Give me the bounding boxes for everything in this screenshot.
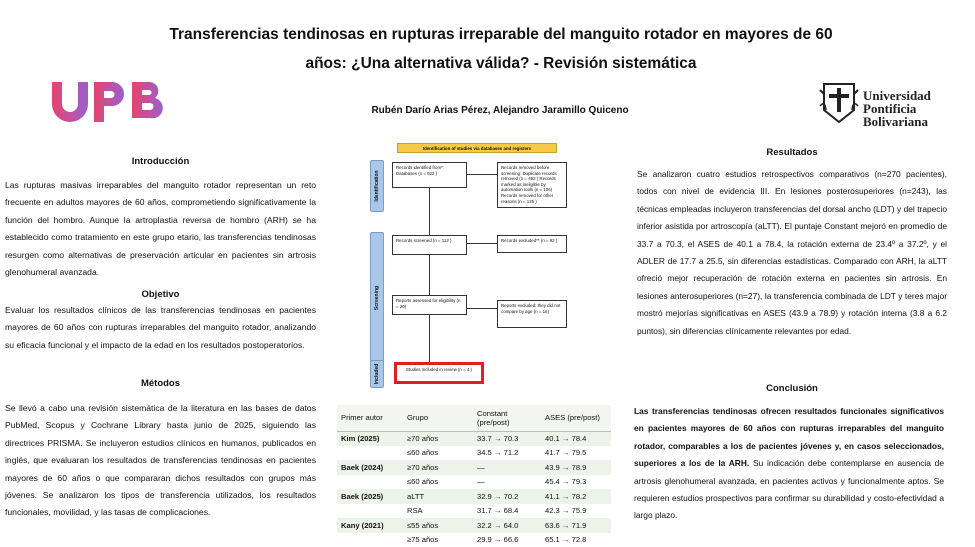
- authors: Rubén Darío Arias Pérez, Alejandro Jaramillo Quiceno: [371, 105, 629, 116]
- table-header-cell: Constant (pre/post): [473, 405, 541, 431]
- table-cell: —: [473, 460, 541, 475]
- prisma-flow-diagram: [370, 140, 590, 390]
- table-cell: 32.2 → 64.0: [473, 518, 541, 533]
- table-cell: ≤60 años: [407, 448, 439, 458]
- table-row: [337, 475, 611, 490]
- prisma-arrow: [467, 174, 497, 175]
- table-cell: 63.6 → 71.9: [541, 518, 611, 533]
- prisma-box-assessed: Reports assessed for eligibility (n = 20): [392, 295, 467, 315]
- table-cell: Baek (2024): [337, 460, 403, 475]
- table-cell: Kim (2025): [337, 431, 403, 446]
- prisma-arrow: [467, 308, 497, 309]
- conclusion-rest: Su indicación debe contemplarse en ausencia de artrosis glenohumeral avanzada, en pacientes activos y funcionalmente aptos. Se requieren estudios prospectivos para confirmar su durabilidad y costo-efectividad a largo plazo.: [634, 458, 944, 521]
- table-cell: —: [477, 477, 485, 487]
- table-cell: 45.4 → 79.3: [545, 477, 587, 487]
- table-cell: aLTT: [403, 489, 473, 504]
- table-cell: [337, 475, 403, 490]
- table-header-cell: ASES (pre/post): [541, 405, 611, 431]
- table-cell: ≥75 años: [407, 535, 439, 545]
- prisma-box-reports-excluded: Reports excluded: they did not compare by age (n = 16): [497, 300, 567, 328]
- table-row: [337, 446, 611, 461]
- prisma-arrow: [429, 315, 430, 362]
- table-cell: Baek (2025): [337, 489, 403, 504]
- prisma-arrow: [467, 243, 497, 244]
- logo-line-1: Universidad: [863, 88, 931, 103]
- table-row: [337, 460, 611, 475]
- introduccion-heading: Introducción: [131, 156, 190, 167]
- table-header-cell: Primer autor: [337, 405, 403, 431]
- table-cell: 65.1 → 72.8: [545, 535, 587, 545]
- table-row: [337, 431, 611, 446]
- resultados-heading: Resultados: [766, 147, 818, 158]
- prisma-box-included: Studies included in review (n = 4 ): [394, 362, 484, 384]
- table-header-row: [337, 405, 611, 431]
- table-cell: 32.9 → 70.2: [473, 489, 541, 504]
- table-cell: RSA: [407, 506, 423, 516]
- prisma-box-removed: Records removed before screening: Duplicate records removed (n = 492 ) Records marked as ineligible by automation tools (n = 106) Records removed for other reasons (n = 125 ): [497, 162, 567, 208]
- prisma-side-screening: Screening: [370, 232, 384, 364]
- table-row: [337, 533, 611, 547]
- prisma-top-banner: Identification of studies via databases and registers: [397, 143, 557, 153]
- universidad-pontificia-bolivariana-logo: [818, 80, 943, 130]
- table-cell: ≤55 años: [403, 518, 473, 533]
- table-cell: 40.1 → 78.4: [541, 431, 611, 446]
- table-cell: 31.7 → 68.4: [477, 506, 519, 516]
- table-cell: 29.9 → 66.6: [477, 535, 519, 545]
- results-table: [337, 405, 611, 547]
- objetivo-text: Evaluar los resultados clínicos de las transferencias tendinosas en pacientes mayores de 60 años con rupturas irreparables del manguito rotador, analizando su eficacia funcional y el impacto de la edad en los resultados postoperatorios.: [5, 305, 316, 350]
- prisma-arrow: [429, 255, 430, 295]
- table-row: [337, 504, 611, 519]
- table-header-cell: Grupo: [403, 405, 473, 431]
- table-cell: ≤60 años: [407, 477, 439, 487]
- prisma-arrow: [429, 188, 430, 235]
- conclusion-text: [634, 403, 944, 525]
- table-cell: [337, 446, 403, 461]
- introduccion-text: Las rupturas masivas irreparables del manguito rotador representan un reto frecuente en adultos mayores de 60 años, comprometiendo significativamente la función del hombro. Aunque la artroplastia reversa de hombro (ARH) se ha establecido como tratamiento en este grupo etario, las transferencias tendinosas resurgen como alternativas de preservación articular en pacientes sin artrosis glenohumeral avanzada.: [5, 180, 316, 278]
- conclusion-heading: Conclusión: [766, 383, 818, 394]
- udpb-logo: [50, 78, 170, 124]
- metodos-heading: Métodos: [140, 378, 181, 389]
- table-cell: ≥70 años: [403, 431, 473, 446]
- table-cell: 42.3 → 75.9: [545, 506, 587, 516]
- table-cell: 34.5 → 71.2: [477, 448, 519, 458]
- table-cell: Kany (2021): [337, 518, 403, 533]
- table-row: [337, 518, 611, 533]
- poster-title: Transferencias tendinosas en rupturas irreparable del manguito rotador en mayores de 60 años: ¿Una alternativa válida? - Revisión sistemática: [169, 26, 833, 72]
- prisma-box-identified: Records identified from*: Databases (n = 922 ): [392, 162, 467, 188]
- prisma-box-excluded: Records excluded** (n = 92 ): [497, 235, 567, 253]
- prisma-side-identification: Identification: [370, 160, 384, 212]
- table-cell: 43.9 → 78.9: [541, 460, 611, 475]
- table-row: [337, 489, 611, 504]
- table-cell: [337, 504, 403, 519]
- table-cell: 33.7 → 70.3: [473, 431, 541, 446]
- conclusion-bold: Las transferencias tendinosas ofrecen resultados funcionales significativos en pacientes mayores de 60 años con rupturas irreparables del manguito rotador, comparables a los de pacientes jóvenes y, en casos seleccionados, superiores a los de la ARH.: [634, 406, 944, 469]
- logo-line-3: Bolivariana: [863, 114, 929, 129]
- table-cell: [337, 533, 403, 547]
- objetivo-heading: Objetivo: [141, 289, 180, 300]
- prisma-box-screened: Records screened (n = 112 ): [392, 235, 467, 255]
- metodos-text: Se llevó a cabo una revisión sistemática de la literatura en las bases de datos PubMed, Scopus y Cochrane Library hasta junio de 2025, siguiendo las directrices PRISMA. Se incluyeron estudios clínicos en humanos, publicados en inglés, que evaluaran los resultados de transferencias tendinosas en pacientes mayores de 60 años o que compararan dichos resultados con grupos más jóvenes. Se analizaron los tipos de transferencia utilizados, los resultados funcionales, movilidad, y las tasas de complicaciones.: [5, 403, 316, 518]
- logo-line-2: Pontificia: [863, 101, 917, 116]
- prisma-side-included: Included: [370, 360, 384, 388]
- table-cell: ≥70 años: [403, 460, 473, 475]
- resultados-text: Se analizaron cuatro estudios retrospectivos comparativos (n=270 pacientes), todos con nivel de evidencia III. En lesiones posterosuperiores (n=243), las técnicas empleadas incluyeron transferencias del dorsal ancho (LDT) y del trapecio inferior asistida por artroscopía (aLTT). El puntaje Constant mejoró en promedio de 33.7 a 70.3, el ASES de 40.1 a 78.4, la rotación externa de 23.4º a 37.2º, y el ADLER de 17.7 a 25.5, sin diferencias estadísticas. Comparado con ARH, la aLTT ofreció mejor recuperación de rotación externa en pacientes sin artrosis. En lesiones anterosuperiores (n=27), la transferencia combinada de LDT y teres major mostró mejorías significativas en ASES (43.9 a 78.9) y rotación interna (3.8 a 6.2 puntos), sin diferencias clínicamente relevantes por edad.: [637, 169, 947, 336]
- table-cell: 41.7 → 79.5: [545, 448, 587, 458]
- table-cell: 41.1 → 78.2: [541, 489, 611, 504]
